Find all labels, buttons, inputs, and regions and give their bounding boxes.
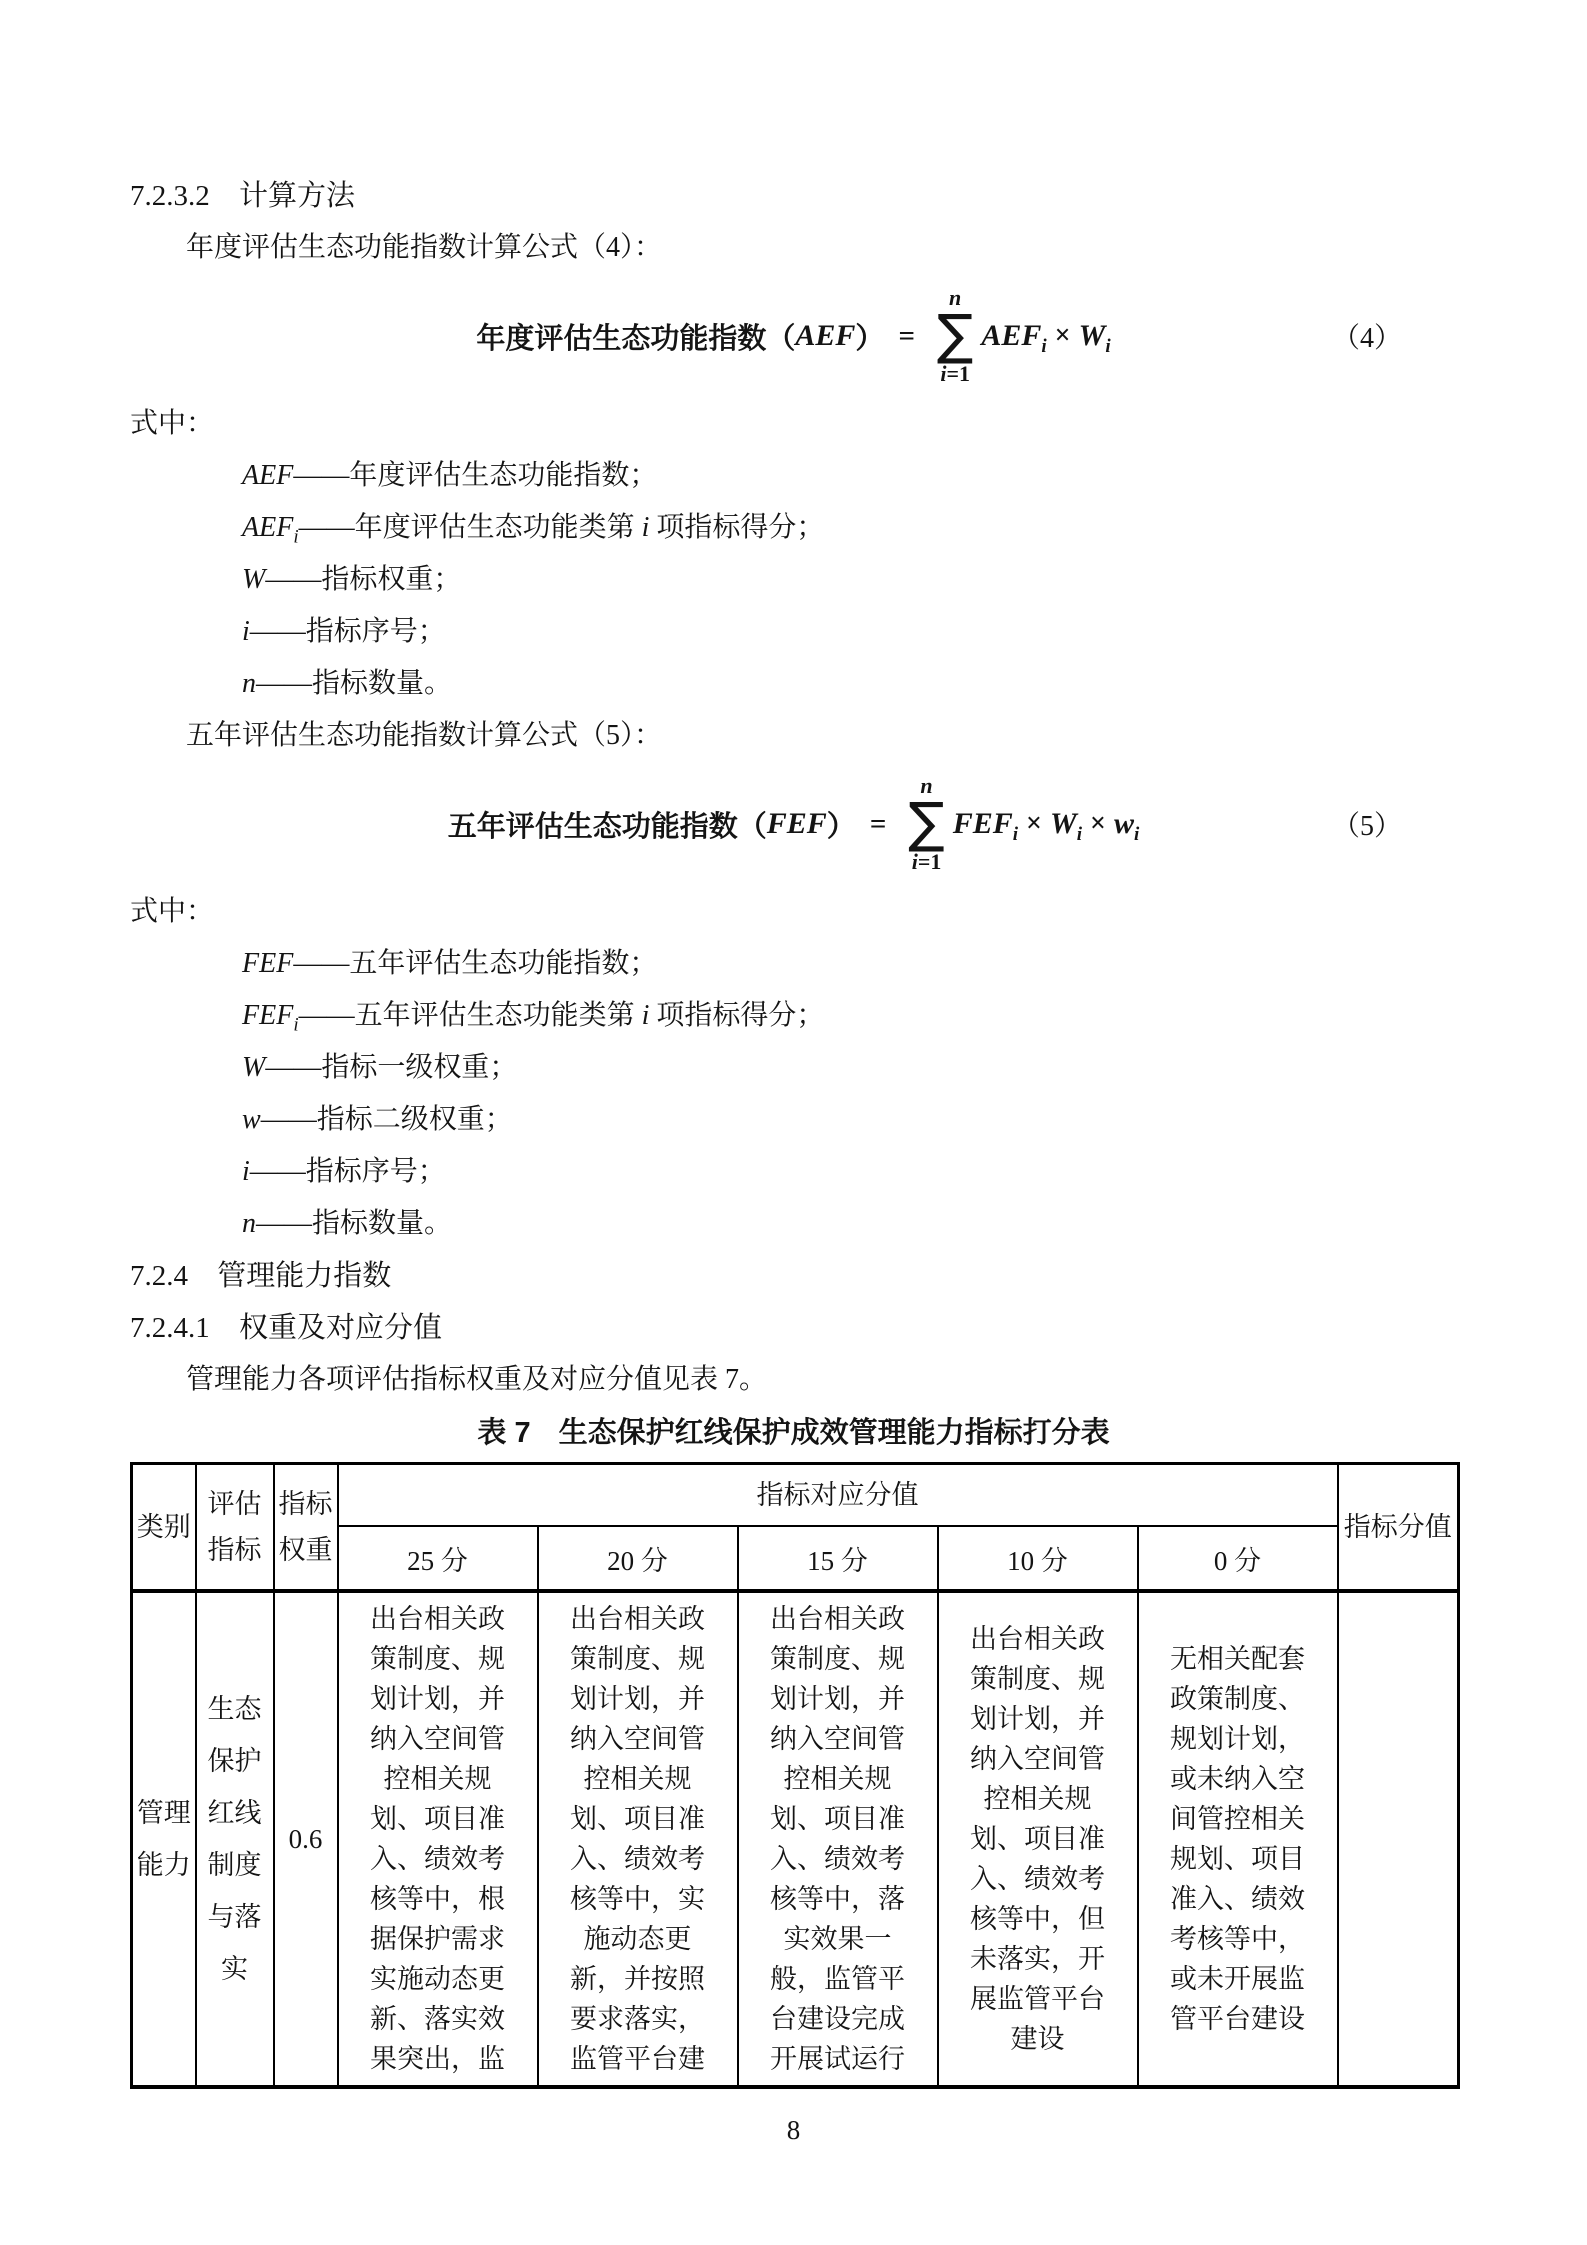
- section-heading-7-2-4-1: [130, 1302, 1457, 1354]
- header-score-10: 10 分: [938, 1526, 1138, 1591]
- cell-weight: 0.6: [274, 1591, 338, 2087]
- cell-score-25: 出台相关政策制度、规划计划，并纳入空间管控相关规划、项目准入、绩效考核等中，根据保护需求实施动态更新、落实效果突出，监: [338, 1591, 538, 2087]
- section-number: 7.2.4: [130, 1260, 188, 1292]
- equals-sign: =: [898, 319, 915, 352]
- paragraph-formula4-intro: 年度评估生态功能指数计算公式（4）：: [186, 232, 663, 263]
- definition-line: $FEF_i——$五年评估生态功能类第 i 项指标得分；: [242, 1000, 825, 1036]
- section-number: 7.2.3.2: [130, 180, 210, 212]
- cell-score-20: 出台相关政策制度、规划计划，并纳入空间管控相关规划、项目准入、绩效考核等中，实施动态更新，并按照要求落实，监管平台建: [538, 1591, 738, 2087]
- multiply-sign: ×: [1089, 808, 1106, 839]
- where-label: 式中：: [130, 896, 215, 927]
- section-heading-7-2-4: [130, 1250, 1457, 1302]
- header-weight: 指标权重: [274, 1464, 338, 1592]
- header-score-15: 15 分: [738, 1526, 938, 1591]
- formula5-term-2: $W_i$: [1050, 807, 1082, 845]
- score-table: [130, 1462, 1460, 2089]
- sigma-icon: ∑: [936, 302, 974, 366]
- definition-line: n——指标数量。: [242, 668, 453, 699]
- header-score-0: 0 分: [1138, 1526, 1338, 1591]
- page-number: 8: [786, 2115, 801, 2145]
- paragraph-formula5-intro: 五年评估生态功能指数计算公式（5）：: [186, 720, 663, 751]
- header-value: 指标分值: [1338, 1464, 1459, 1592]
- paragraph-table-intro: 管理能力各项评估指标权重及对应分值见表 7。: [186, 1364, 768, 1395]
- cell-indicator: 生态保护红线制度与落实: [196, 1591, 274, 2087]
- formula-4: [130, 276, 1457, 396]
- equals-sign: =: [869, 807, 887, 840]
- section-title: 权重及对应分值: [239, 1312, 443, 1344]
- formula4-lhs-close-paren: ）: [855, 322, 885, 355]
- sum-lower-limit: i=1: [911, 849, 942, 875]
- table-title-text: 生态保护红线保护成效管理能力指标打分表: [558, 1417, 1110, 1449]
- multiply-sign: ×: [1054, 320, 1071, 351]
- summation-symbol: [936, 284, 974, 387]
- formula5-term-3: $w_i$: [1113, 807, 1140, 845]
- section-title: 计算方法: [239, 180, 356, 212]
- equation-number-5: （5）: [1331, 811, 1402, 842]
- formula4-definitions: [130, 398, 1457, 710]
- section-title: 管理能力指数: [217, 1260, 392, 1292]
- definition-line: FEF——五年评估生态功能指数；: [242, 948, 658, 979]
- summation-symbol: [908, 772, 945, 875]
- formula-5: [130, 764, 1457, 884]
- header-indicator: 评估指标: [196, 1464, 274, 1592]
- cell-score-15: 出台相关政策制度、规划计划，并纳入空间管控相关规划、项目准入、绩效考核等中，落实效果一般，监管平台建设完成开展试运行: [738, 1591, 938, 2087]
- multiply-sign: ×: [1026, 808, 1043, 839]
- formula5-lhs-chinese: 五年评估生态功能指数（: [447, 810, 767, 843]
- header-category: 类别: [132, 1464, 196, 1592]
- table-number: 表 7: [477, 1417, 531, 1449]
- sum-upper-limit: n: [920, 772, 933, 798]
- header-scores-group: 指标对应分值: [338, 1464, 1338, 1527]
- formula4-term-2: $W_i$: [1078, 319, 1111, 357]
- section-heading-7-2-3-2: [130, 170, 1457, 222]
- cell-score-0: 无相关配套政策制度、规划计划，或未纳入空间管控相关规划、项目准入、绩效考核等中，或未开展监管平台建设: [1138, 1591, 1338, 2087]
- formula4-lhs-chinese: 年度评估生态功能指数（: [476, 322, 796, 355]
- where-label: 式中：: [130, 408, 215, 439]
- definition-line: $AEF_i——$年度评估生态功能类第 i 项指标得分；: [242, 512, 825, 548]
- definition-line: W——指标权重；: [242, 564, 462, 595]
- formula5-lhs-close-paren: ）: [826, 810, 856, 843]
- sum-lower-limit: i=1: [940, 361, 970, 387]
- header-score-20: 20 分: [538, 1526, 738, 1591]
- cell-value-empty: [1338, 1591, 1459, 2087]
- formula5-lhs-variable: FEF: [766, 807, 827, 840]
- formula5-definitions: [130, 886, 1457, 1250]
- definition-line: n——指标数量。: [242, 1208, 453, 1239]
- definition-line: i——指标序号；: [242, 1156, 446, 1187]
- cell-score-10: 出台相关政策制度、规划计划，并纳入空间管控相关规划、项目准入、绩效考核等中，但未落实，开展监管平台建设: [938, 1591, 1138, 2087]
- definition-line: W——指标一级权重；: [242, 1052, 518, 1083]
- equation-number-4: （4）: [1331, 323, 1402, 354]
- formula5-term-1: $FEF_i$: [952, 807, 1019, 845]
- header-score-25: 25 分: [338, 1526, 538, 1591]
- definition-line: w——指标二级权重；: [242, 1104, 513, 1135]
- table-title: [130, 1408, 1457, 1458]
- section-number: 7.2.4.1: [130, 1312, 210, 1344]
- formula4-lhs-variable: AEF: [795, 319, 856, 352]
- sum-upper-limit: n: [949, 284, 962, 310]
- cell-category: 管理能力: [132, 1591, 196, 2087]
- table-row: [132, 1591, 1459, 2087]
- definition-line: AEF——年度评估生态功能指数；: [242, 460, 658, 491]
- sigma-icon: ∑: [908, 790, 945, 854]
- definition-line: i——指标序号；: [242, 616, 446, 647]
- formula4-term-1: $AEF_i$: [981, 319, 1047, 357]
